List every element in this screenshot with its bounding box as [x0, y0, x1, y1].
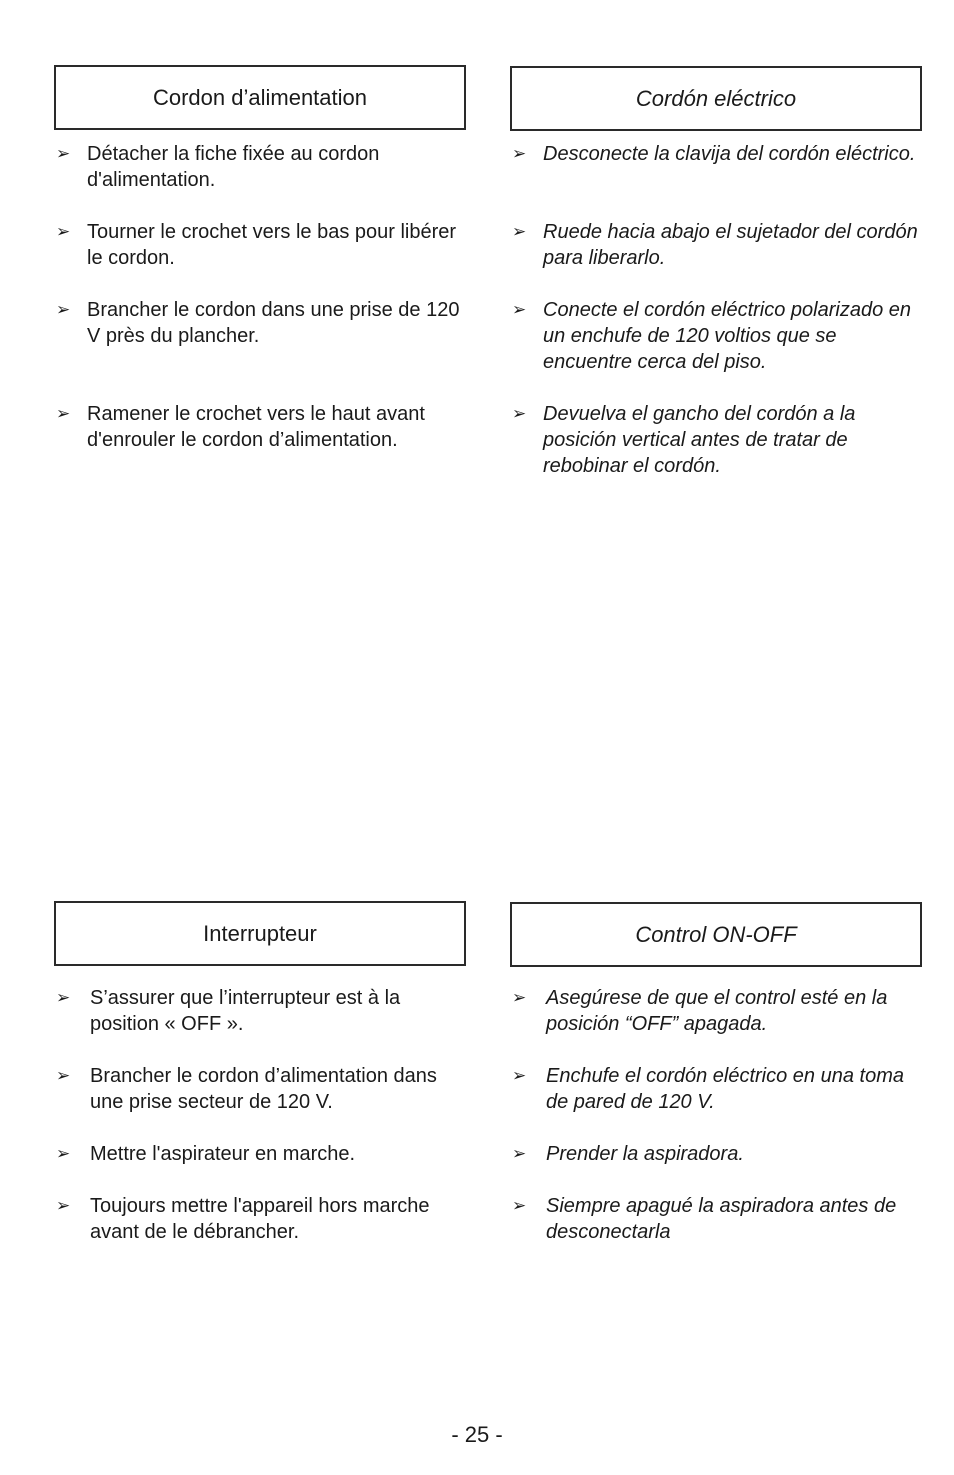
- arrow-bullet-icon: ➢: [512, 988, 527, 1008]
- section-title-text: Cordon d’alimentation: [152, 84, 368, 110]
- bullet-list-cordon-alimentation: [56, 141, 466, 461]
- list-item: [512, 1141, 922, 1167]
- list-item-text: Prender la aspiradora.: [546, 1143, 744, 1165]
- list-item: [512, 1063, 922, 1115]
- list-item: [512, 985, 922, 1037]
- list-item-text: Ramener le crochet vers le haut avant d'enrouler le cordon d’alimentation.: [87, 403, 425, 451]
- section-title-text: Control ON-OFF: [635, 921, 797, 947]
- list-item-text: Tourner le crochet vers le bas pour libérer le cordon.: [87, 221, 457, 269]
- arrow-bullet-icon: ➢: [512, 1066, 527, 1086]
- list-item: [56, 219, 466, 271]
- bullet-list-cordon-electrico: [512, 141, 922, 486]
- list-item: [56, 1063, 466, 1115]
- list-item: [56, 141, 466, 193]
- list-item-text: Devuelva el gancho del cordón a la posición vertical antes de tratar de rebobinar el cordón.: [543, 403, 856, 477]
- list-item-text: Brancher le cordon d’alimentation dans une prise secteur de 120 V.: [90, 1065, 437, 1113]
- arrow-bullet-icon: ➢: [512, 1196, 527, 1216]
- arrow-bullet-icon: ➢: [56, 1144, 71, 1164]
- list-item: [56, 297, 466, 349]
- arrow-bullet-icon: ➢: [56, 1066, 71, 1086]
- section-title-cordon-electrico: [510, 66, 922, 131]
- arrow-bullet-icon: ➢: [56, 300, 71, 320]
- list-item: [512, 141, 922, 167]
- list-item-text: Brancher le cordon dans une prise de 120 V près du plancher.: [87, 299, 460, 347]
- arrow-bullet-icon: ➢: [56, 222, 71, 242]
- list-item-text: Détacher la fiche fixée au cordon d'alimentation.: [87, 143, 380, 191]
- arrow-bullet-icon: ➢: [56, 1196, 71, 1216]
- section-title-interrupteur: [54, 901, 466, 966]
- list-item: [512, 1193, 922, 1245]
- arrow-bullet-icon: ➢: [56, 144, 71, 164]
- list-item-text: Asegúrese de que el control esté en la posición “OFF” apagada.: [546, 987, 888, 1035]
- list-item-text: Siempre apagué la aspiradora antes de desconectarla: [546, 1195, 897, 1243]
- arrow-bullet-icon: ➢: [512, 222, 527, 242]
- bullet-list-control-on-off: [512, 985, 922, 1255]
- list-item: [512, 297, 922, 375]
- list-item-text: Enchufe el cordón eléctrico en una toma de pared de 120 V.: [546, 1065, 904, 1113]
- list-item: [512, 219, 922, 271]
- arrow-bullet-icon: ➢: [56, 988, 71, 1008]
- arrow-bullet-icon: ➢: [512, 1144, 527, 1164]
- section-title-text: Interrupteur: [203, 920, 317, 946]
- arrow-bullet-icon: ➢: [512, 404, 527, 424]
- section-title-cordon-alimentation: [54, 65, 466, 130]
- list-item-text: Conecte el cordón eléctrico polarizado en un enchufe de 120 voltios que se encuentre cerca del piso.: [543, 299, 911, 373]
- list-item: [512, 401, 922, 479]
- list-item-text: Mettre l'aspirateur en marche.: [90, 1143, 356, 1165]
- arrow-bullet-icon: ➢: [512, 300, 527, 320]
- list-item-text: S’assurer que l’interrupteur est à la position « OFF ».: [90, 987, 401, 1035]
- list-item-text: Toujours mettre l'appareil hors marche avant de le débrancher.: [90, 1195, 430, 1243]
- section-title-control-on-off: [510, 902, 922, 967]
- bullet-list-interrupteur: [56, 985, 466, 1255]
- list-item-text: Ruede hacia abajo el sujetador del cordón para liberarlo.: [543, 221, 918, 269]
- arrow-bullet-icon: ➢: [512, 144, 527, 164]
- list-item: [56, 985, 466, 1037]
- arrow-bullet-icon: ➢: [56, 404, 71, 424]
- section-title-text: Cordón eléctrico: [635, 85, 797, 111]
- list-item-text: Desconecte la clavija del cordón eléctrico.: [543, 143, 916, 165]
- page-number: - 25 -: [451, 1422, 503, 1447]
- list-item: [56, 401, 466, 453]
- list-item: [56, 1193, 466, 1245]
- list-item: [56, 1141, 466, 1167]
